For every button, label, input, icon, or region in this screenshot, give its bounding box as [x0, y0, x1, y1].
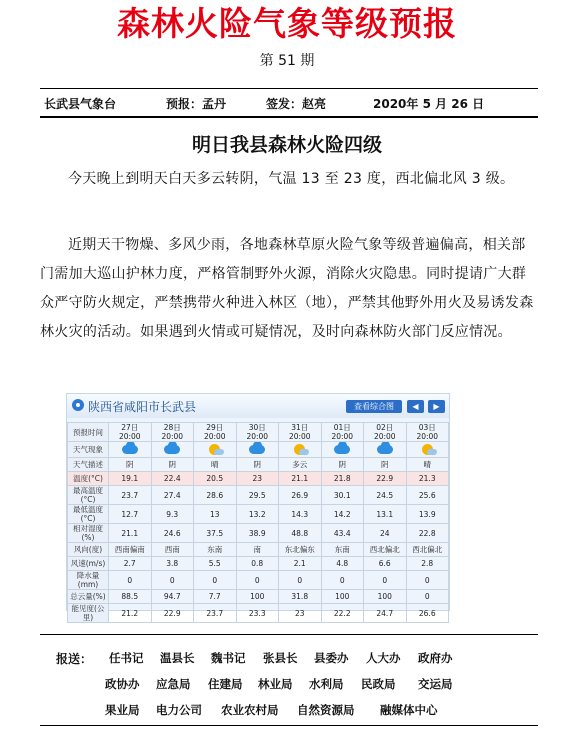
forecast-row-wspd [68, 557, 449, 571]
issue-number: 第 51 期 [259, 53, 315, 69]
forecast-wdir: 东北偏东 [279, 543, 322, 557]
forecast-desc: 多云 [279, 458, 322, 472]
forecast-date: 01日 20:00 [321, 423, 364, 442]
forecast-temp: 22.4 [151, 472, 194, 486]
forecast-vis: 24.7 [364, 604, 407, 623]
recipient: 住建局 [208, 677, 243, 691]
row-label: 能见度(公里) [68, 604, 109, 623]
forecast-tmax: 29.5 [236, 486, 279, 505]
sun-icon [294, 444, 305, 455]
forecast-desc: 晴 [194, 458, 237, 472]
forecast-vis: 21.2 [109, 604, 152, 623]
forecast-tmin: 13.9 [406, 505, 449, 524]
forecast-tmax: 24.5 [364, 486, 407, 505]
forecast-temp: 21.1 [279, 472, 322, 486]
forecast-wdir: 东南 [194, 543, 237, 557]
sun-icon [209, 444, 220, 455]
weather-icon-cell [364, 442, 407, 458]
forecast-wdir: 西北偏北 [364, 543, 407, 557]
weather-icon-cell [151, 442, 194, 458]
forecast-tmax: 28.6 [194, 486, 237, 505]
forecast-date: 02日 20:00 [364, 423, 407, 442]
recipient: 魏书记 [211, 651, 246, 665]
forecast-precip: 0 [364, 571, 407, 590]
row-label: 预报时间 [68, 423, 109, 442]
recipient: 电力公司 [156, 703, 202, 717]
forecast-temp: 19.1 [109, 472, 152, 486]
recipient: 应急局 [156, 677, 191, 691]
forecast-rh: 48.8 [279, 524, 322, 543]
forecast-date: 30日 20:00 [236, 423, 279, 442]
forecast-cloud: 100 [321, 590, 364, 604]
forecast-cloud: 94.7 [151, 590, 194, 604]
forecast-tmax: 30.1 [321, 486, 364, 505]
signer: 签发：赵亮 [266, 97, 327, 111]
compare-chart-button[interactable]: 查看综合图 [346, 400, 402, 413]
forecast-precip: 0 [406, 571, 449, 590]
forecast-cloud: 31.8 [279, 590, 322, 604]
forecast-row-time [68, 423, 449, 442]
forecast-desc: 阴 [236, 458, 279, 472]
forecast-desc: 阴 [364, 458, 407, 472]
forecast-wdir: 南 [236, 543, 279, 557]
weather-icon-cell [194, 442, 237, 458]
right-arrow-icon[interactable]: ▶ [428, 400, 445, 413]
forecast-temp: 21.8 [321, 472, 364, 486]
issue-date: 2020年 5 月 26 日 [373, 97, 485, 111]
recipient: 县委办 [314, 651, 349, 665]
forecast-table [67, 422, 449, 623]
forecast-tmin: 14.3 [279, 505, 322, 524]
recipient: 温县长 [160, 651, 195, 665]
weather-icon-cell [279, 442, 322, 458]
forecast-row-vis [68, 604, 449, 623]
recipient: 张县长 [263, 651, 298, 665]
forecast-date: 27日 20:00 [109, 423, 152, 442]
top-rule [40, 88, 538, 89]
forecast-cloud: 100 [364, 590, 407, 604]
forecast-cloud: 0 [406, 590, 449, 604]
location-pin-icon [72, 399, 84, 411]
forecast-row-rh [68, 524, 449, 543]
forecast-tmax: 26.9 [279, 486, 322, 505]
cloud-icon [249, 445, 265, 454]
forecast-tmin: 9.3 [151, 505, 194, 524]
forecast-row-precip [68, 571, 449, 590]
meta-rule [40, 116, 538, 118]
forecast-cloud: 7.7 [194, 590, 237, 604]
forecast-row-icon [68, 442, 449, 458]
cloud-icon [164, 445, 180, 454]
forecast-tmax: 27.4 [151, 486, 194, 505]
recipient: 人大办 [366, 651, 401, 665]
forecast-vis: 22.2 [321, 604, 364, 623]
forecast-rh: 22.8 [406, 524, 449, 543]
forecast-date: 29日 20:00 [194, 423, 237, 442]
recipient: 自然资源局 [297, 703, 355, 717]
left-arrow-icon[interactable]: ◀ [407, 400, 424, 413]
forecast-vis: 23.3 [236, 604, 279, 623]
forecast-temp: 22.9 [364, 472, 407, 486]
bottom-rule [40, 634, 538, 635]
forecast-wdir: 西南 [151, 543, 194, 557]
recipient: 任书记 [109, 651, 144, 665]
forecast-rh: 38.9 [236, 524, 279, 543]
weather-paragraph: 今天晚上到明天白天多云转阴，气温 13 至 23 度，西北偏北风 3 级。 [68, 171, 515, 187]
station-name: 长武县气象台 [44, 97, 117, 111]
forecast-cloud: 100 [236, 590, 279, 604]
forecaster: 预报：孟丹 [166, 97, 227, 111]
forecast-rh: 43.4 [321, 524, 364, 543]
row-label: 降水量(mm) [68, 571, 109, 590]
forecast-row-cloud [68, 590, 449, 604]
forecast-date: 28日 20:00 [151, 423, 194, 442]
widget-location: 陕西省咸阳市长武县 [88, 400, 197, 414]
weather-icon-cell [109, 442, 152, 458]
weather-icon-cell [406, 442, 449, 458]
recipient: 果业局 [105, 703, 140, 717]
weather-icon-cell [236, 442, 279, 458]
forecast-wspd: 2.1 [279, 557, 322, 571]
footer-rule [40, 725, 538, 726]
forecast-rh: 37.5 [194, 524, 237, 543]
weather-forecast-widget [66, 393, 450, 622]
forecast-wdir: 西北偏北 [406, 543, 449, 557]
sun-icon [422, 444, 433, 455]
distribution-label: 报送： [56, 652, 93, 666]
forecast-wspd: 4.8 [321, 557, 364, 571]
forecast-row-temp [68, 472, 449, 486]
forecast-temp: 20.5 [194, 472, 237, 486]
row-label: 总云量(%) [68, 590, 109, 604]
recipient: 融媒体中心 [380, 703, 438, 717]
forecast-wspd: 5.5 [194, 557, 237, 571]
forecast-precip: 0 [194, 571, 237, 590]
recipient: 交运局 [418, 677, 453, 691]
forecast-precip: 0 [321, 571, 364, 590]
row-label: 相对湿度(%) [68, 524, 109, 543]
forecast-wspd: 6.6 [364, 557, 407, 571]
row-label: 风向(度) [68, 543, 109, 557]
forecast-row-tmin [68, 505, 449, 524]
forecast-tmax: 23.7 [109, 486, 152, 505]
widget-header [67, 394, 449, 418]
forecast-vis: 23 [279, 604, 322, 623]
recipient: 水利局 [309, 677, 344, 691]
forecast-wdir: 东南 [321, 543, 364, 557]
forecast-date: 31日 20:00 [279, 423, 322, 442]
forecast-wspd: 0.8 [236, 557, 279, 571]
forecast-desc: 阴 [321, 458, 364, 472]
forecast-tmin: 12.7 [109, 505, 152, 524]
forecast-tmin: 13.1 [364, 505, 407, 524]
forecast-wspd: 3.8 [151, 557, 194, 571]
report-title: 森林火险气象等级预报 [117, 4, 457, 43]
forecast-date: 03日 20:00 [406, 423, 449, 442]
row-label: 温度(°C) [68, 472, 109, 486]
recipient: 林业局 [258, 677, 293, 691]
forecast-wdir: 西南偏南 [109, 543, 152, 557]
forecast-vis: 23.7 [194, 604, 237, 623]
forecast-row-wdir [68, 543, 449, 557]
recipient: 政府办 [418, 651, 453, 665]
forecast-desc: 阴 [151, 458, 194, 472]
forecast-tmin: 13 [194, 505, 237, 524]
forecast-temp: 23 [236, 472, 279, 486]
cloud-icon [122, 445, 138, 454]
forecast-precip: 0 [236, 571, 279, 590]
recipient: 政协办 [105, 677, 140, 691]
forecast-row-desc [68, 458, 449, 472]
forecast-wspd: 2.7 [109, 557, 152, 571]
forecast-rh: 24 [364, 524, 407, 543]
forecast-vis: 22.9 [151, 604, 194, 623]
forecast-tmin: 14.2 [321, 505, 364, 524]
forecast-precip: 0 [109, 571, 152, 590]
forecast-desc: 晴 [406, 458, 449, 472]
forecast-row-tmax [68, 486, 449, 505]
row-label: 天气描述 [68, 458, 109, 472]
row-label: 风速(m/s) [68, 557, 109, 571]
cloud-icon [377, 445, 393, 454]
row-label: 最低温度(°C) [68, 505, 109, 524]
forecast-cloud: 88.5 [109, 590, 152, 604]
recipient: 农业农村局 [221, 703, 279, 717]
forecast-wspd: 2.8 [406, 557, 449, 571]
recipient: 民政局 [361, 677, 396, 691]
cloud-icon [334, 445, 350, 454]
row-label: 天气现象 [68, 442, 109, 458]
forecast-vis: 26.6 [406, 604, 449, 623]
advisory-paragraph: 近期天干物燥、多风少雨，各地森林草原火险气象等级普遍偏高，相关部门需加大巡山护林力度，严格管制野外火源，消除火灾隐患。同时提请广大群众严守防火规定，严禁携带火种进入林区（地），严禁其他野外用火及易诱发森林火灾的活动。如果遇到火情或可疑情况，及时向森林防火部门反应情况。 [40, 237, 534, 340]
forecast-tmin: 13.2 [236, 505, 279, 524]
forecast-rh: 21.1 [109, 524, 152, 543]
forecast-rh: 24.6 [151, 524, 194, 543]
forecast-tmax: 25.6 [406, 486, 449, 505]
forecast-precip: 0 [151, 571, 194, 590]
forecast-temp: 21.3 [406, 472, 449, 486]
meta-line [40, 95, 538, 113]
weather-icon-cell [321, 442, 364, 458]
headline: 明日我县森林火险四级 [191, 134, 382, 156]
forecast-desc: 阴 [109, 458, 152, 472]
row-label: 最高温度(°C) [68, 486, 109, 505]
forecast-precip: 0 [279, 571, 322, 590]
